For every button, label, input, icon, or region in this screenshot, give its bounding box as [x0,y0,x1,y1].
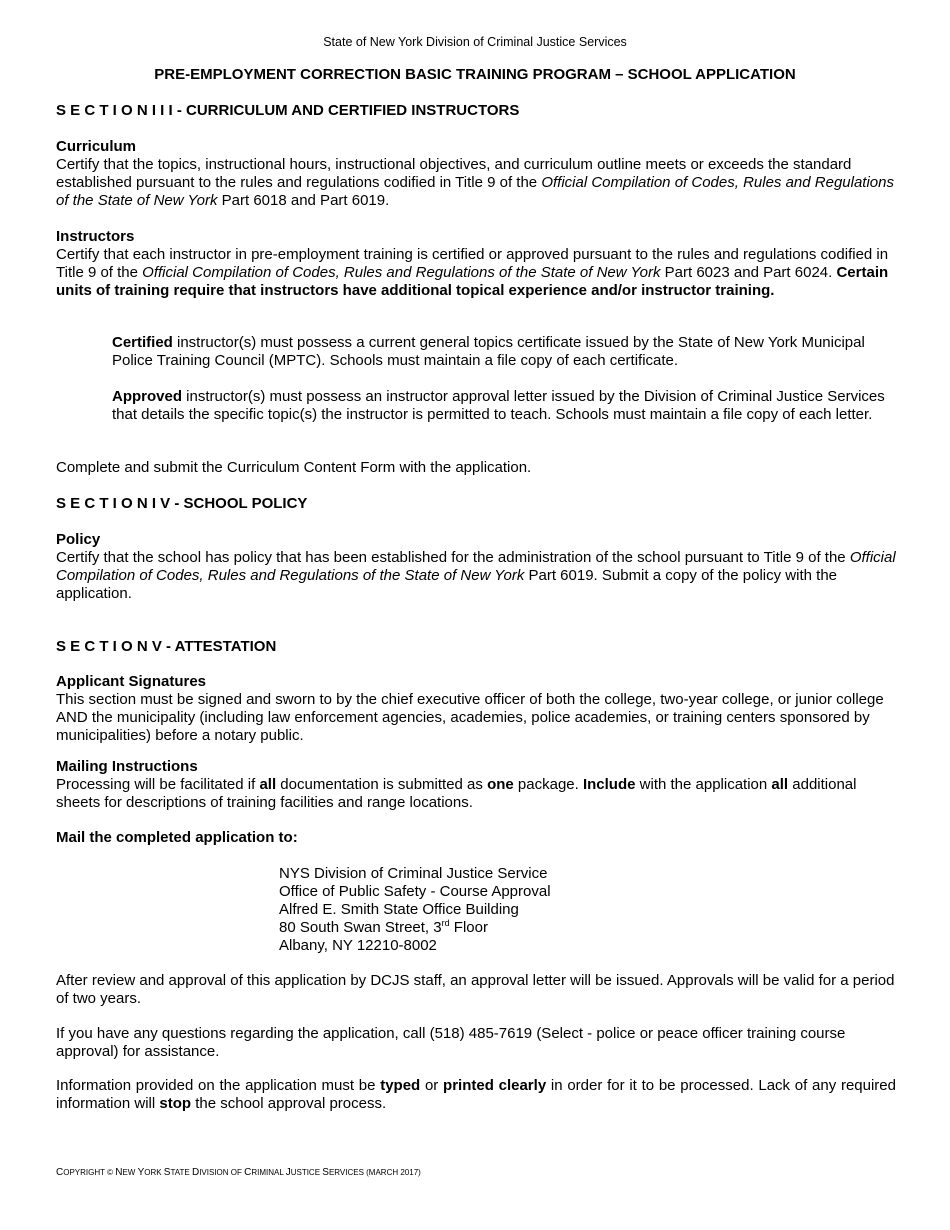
mailing-text: Processing will be facilitated if all documentation is submitted as one package. Include with the application all additional sheets for descriptions of training facilities and range locations. [56,776,857,811]
address-line-2: Office of Public Safety - Course Approval [279,883,551,900]
mail-to-heading: Mail the completed application to: [56,829,298,846]
policy-text: Certify that the school has policy that has been established for the administration of the school pursuant to Title 9 of the Official Compilation of Codes, Rules and Regulations of the State of New York Part 6019. Submit a copy of the policy with the application. [56,549,896,602]
policy-heading: Policy [56,531,101,548]
section-3-heading: S E C T I O N I I I - CURRICULUM AND CERTIFIED INSTRUCTORS [56,102,520,119]
instructors-block [56,228,896,300]
approved-paragraph: Approved instructor(s) must possess an instructor approval letter issued by the Division of Criminal Justice Services that details the specific topic(s) the instructor is permitted to teach. Schools must maintain a file copy of each letter. [112,388,885,423]
page-title: PRE-EMPLOYMENT CORRECTION BASIC TRAINING PROGRAM – SCHOOL APPLICATION [154,66,796,83]
mailing-heading: Mailing Instructions [56,758,198,775]
address-line-3: Alfred E. Smith State Office Building [279,901,519,918]
mailing-address [279,865,679,955]
information-text: Information provided on the application must be typed or printed clearly in order for it to be processed. Lack of any required information will stop the school approval process. [56,1077,896,1112]
mailing-block [56,758,896,812]
section-4-heading: S E C T I O N I V - SCHOOL POLICY [56,495,308,512]
section-5-heading: S E C T I O N V - ATTESTATION [56,638,277,655]
signatures-heading: Applicant Signatures [56,673,207,690]
complete-form-text: Complete and submit the Curriculum Content Form with the application. [56,459,532,476]
copyright-footer: COPYRIGHT © NEW YORK STATE DIVISION OF CRIMINAL JUSTICE SERVICES (MARCH 2017) [56,1167,421,1178]
agency-header: State of New York Division of Criminal Justice Services [323,35,627,49]
curriculum-text: Certify that the topics, instructional hours, instructional objectives, and curriculum outline meets or exceeds the standard established pursuant to the rules and regulations codified in Title 9 of the Official Compilation of Codes, Rules and Regulations of the State of New York Part 6018 and Part 6019. [56,156,894,209]
address-line-5: Albany, NY 12210-8002 [279,937,437,954]
questions-text: If you have any questions regarding the application, call (518) 485-7619 (Select - police or peace officer training course approval) for assistance. [56,1025,846,1060]
policy-block [56,531,896,603]
certified-paragraph: Certified instructor(s) must possess a current general topics certificate issued by the State of New York Municipal Police Training Council (MPTC). Schools must maintain a file copy of each certificate. [112,334,865,369]
instructors-text: Certify that each instructor in pre-employment training is certified or approved pursuant to the rules and regulations codified in Title 9 of the Official Compilation of Codes, Rules and Regulations of the State of New York Part 6023 and Part 6024. Certain units of training require that instructors have additional topical experience and/or instructor training. [56,246,889,299]
signatures-block [56,673,896,745]
review-text: After review and approval of this application by DCJS staff, an approval letter will be issued. Approvals will be valid for a period of two years. [56,972,895,1007]
curriculum-heading: Curriculum [56,138,137,155]
curriculum-block [56,138,896,210]
address-line-4: 80 South Swan Street, 3rd Floor [279,918,488,936]
instructors-heading: Instructors [56,228,135,245]
address-line-1: NYS Division of Criminal Justice Service [279,865,548,882]
signatures-text: This section must be signed and sworn to by the chief executive officer of both the college, two-year college, or junior college AND the municipality (including law enforcement agencies, academies, police academies, or training centers sponsored by municipalities) before a notary public. [56,691,884,744]
